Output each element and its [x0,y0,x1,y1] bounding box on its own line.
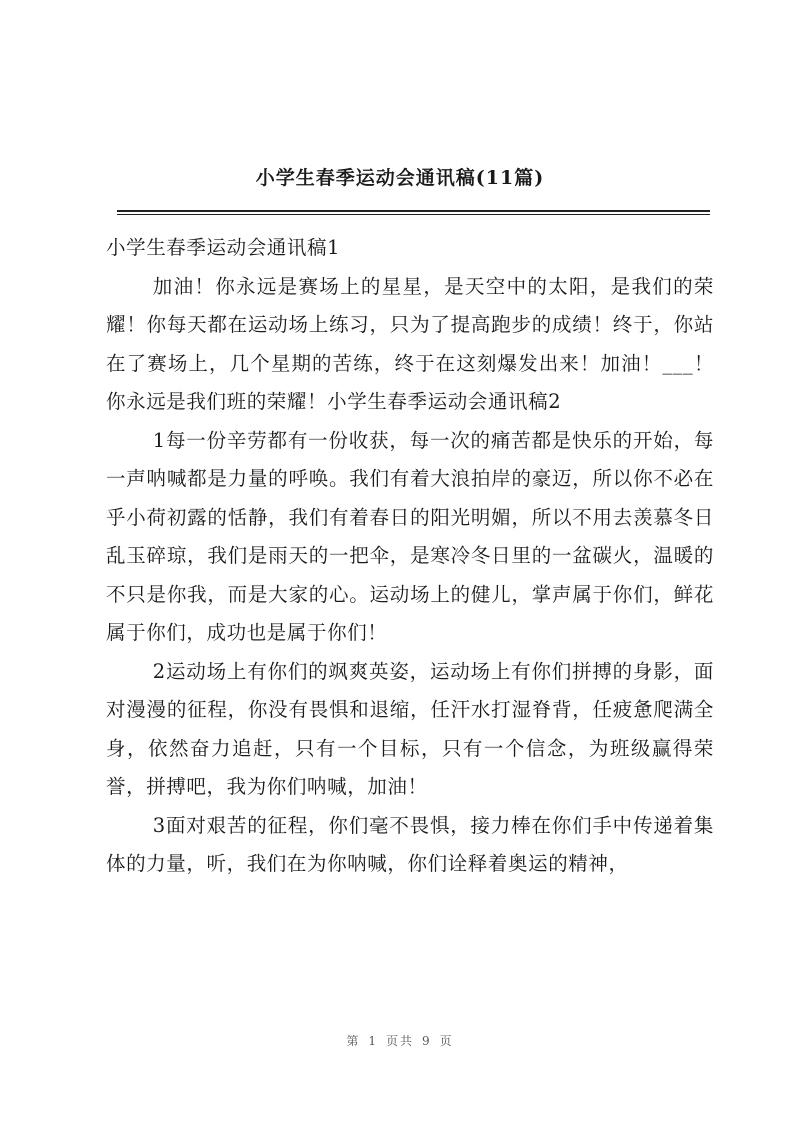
section-heading-1: 小学生春季运动会通讯稿1 [106,236,341,259]
footer-middle: 页共 [385,1034,414,1048]
footer-page-number: 1 [368,1034,378,1048]
page-footer [0,1032,800,1049]
paragraph-4: 3面对艰苦的征程，你们毫不畏惧，接力棒在你们手中传递着集体的力量，听，我们在为你呐喊，你们诠释着奥运的精神， [106,813,714,875]
document-body [106,229,714,884]
paragraph-1: 加油！你永远是赛场上的星星，是天空中的太阳，是我们的荣耀！你每天都在运动场上练习，只为了提高跑步的成绩！终于，你站在了赛场上，几个星期的苦练，终于在这刻爆发出来！加油！___！你永远是我们班的荣耀！小学生春季运动会通讯稿2 [106,274,714,413]
footer-total-pages: 9 [422,1034,432,1048]
footer-suffix: 页 [439,1034,454,1048]
paragraph-3: 2运动场上有你们的飒爽英姿，运动场上有你们拼搏的身影，面对漫漫的征程，你没有畏惧和退缩，任汗水打湿脊背，任疲惫爬满全身，依然奋力追赶，只有一个目标，只有一个信念，为班级赢得荣誉，拼搏吧，我为你们呐喊，加油！ [106,659,714,798]
footer-prefix: 第 [346,1034,361,1048]
page-title: 小学生春季运动会通讯稿(11篇) [255,167,545,189]
title-divider [117,210,710,215]
paragraph-2: 1每一份辛劳都有一份收获，每一次的痛苦都是快乐的开始，每一声呐喊都是力量的呼唤。我们有着大浪拍岸的豪迈，所以你不必在乎小荷初露的恬静，我们有着春日的阳光明媚，所以不用去羡慕冬日乱玉碎琼，我们是雨天的一把伞，是寒冷冬日里的一盆碳火，温暖的不只是你我，而是大家的心。运动场上的健儿，掌声属于你们，鲜花属于你们，成功也是属于你们！ [106,428,714,644]
